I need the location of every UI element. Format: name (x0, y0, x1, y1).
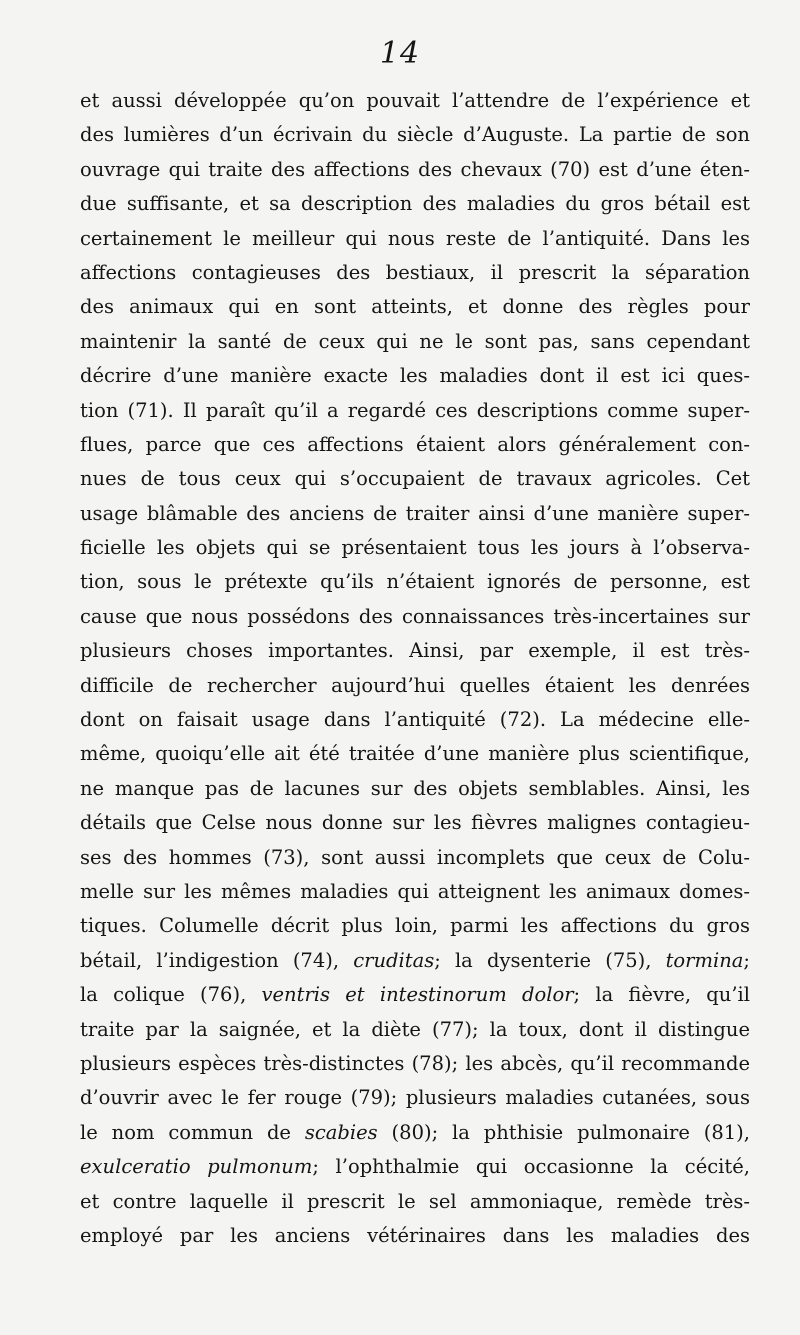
text-line (80, 944, 750, 978)
text-segment: bétail, l’indigestion (74), (80, 948, 354, 972)
text-segment: dont on faisait usage dans l’antiquité (72). La médecine elle- (80, 708, 750, 732)
text-line (80, 84, 750, 118)
italic-text-segment: cruditas (353, 948, 435, 972)
text-segment: usage blâmable des anciens de traiter ainsi d’une manière super- (80, 501, 750, 525)
text-line (80, 600, 750, 634)
text-segment: des lumières d’un écrivain du siècle d’Auguste. La partie de son (80, 123, 750, 147)
text-segment: flues, parce que ces affections étaient alors généralement con- (80, 432, 750, 456)
text-segment: traite par la saignée, et la diète (77); la toux, dont il distingue (80, 1017, 750, 1041)
italic-text-segment: exulceratio pulmonum (80, 1155, 313, 1179)
text-line (80, 531, 750, 565)
text-segment: ; l’ophthalmie qui occasionne la cécité, (312, 1155, 750, 1179)
text-segment: due suffisante, et sa description des maladies du gros bétail est (80, 192, 750, 216)
text-line (80, 1013, 750, 1047)
text-line (80, 634, 750, 668)
text-segment: la colique (76), (80, 983, 262, 1007)
text-line (80, 428, 750, 462)
text-segment: tion, sous le prétexte qu’ils n’étaient ignorés de personne, est (80, 570, 750, 594)
text-segment: maintenir la santé de ceux qui ne le sont pas, sans cependant (80, 329, 750, 353)
text-segment: difficile de rechercher aujourd’hui quelles étaient les denrées (80, 673, 750, 697)
text-line (80, 1081, 750, 1115)
text-segment: plusieurs espèces très-distinctes (78); les abcès, qu’il recommande (80, 1051, 750, 1075)
text-segment: d’ouvrir avec le fer rouge (79); plusieurs maladies cutanées, sous (80, 1086, 750, 1110)
text-line (80, 978, 750, 1012)
text-segment: affections contagieuses des bestiaux, il prescrit la séparation (80, 260, 750, 284)
text-segment: ; la dysenterie (75), (434, 948, 666, 972)
text-segment: ; (743, 948, 750, 972)
text-segment: ses des hommes (73), sont aussi incomplets que ceux de Colu- (80, 845, 750, 869)
text-line (80, 1150, 750, 1184)
text-line (80, 806, 750, 840)
text-line (80, 153, 750, 187)
text-segment: employé par les anciens vétérinaires dans les maladies des (80, 1223, 750, 1247)
text-line (80, 565, 750, 599)
text-line (80, 256, 750, 290)
text-line (80, 394, 750, 428)
text-segment: (80); la phthisie pulmonaire (81), (377, 1120, 750, 1144)
text-line (80, 187, 750, 221)
text-line (80, 222, 750, 256)
italic-text-segment: tormina (665, 948, 744, 972)
text-line (80, 703, 750, 737)
text-line (80, 1116, 750, 1150)
text-line (80, 118, 750, 152)
text-segment: ouvrage qui traite des affections des chevaux (70) est d’une éten- (80, 157, 750, 181)
text-segment: certainement le meilleur qui nous reste de l’antiquité. Dans les (80, 226, 750, 250)
text-line (80, 325, 750, 359)
text-line (80, 1219, 750, 1253)
italic-text-segment: scabies (304, 1120, 378, 1144)
text-line (80, 359, 750, 393)
text-line (80, 875, 750, 909)
text-segment: nues de tous ceux qui s’occupaient de travaux agricoles. Cet (80, 467, 750, 491)
text-segment: des animaux qui en sont atteints, et donne des règles pour (80, 295, 750, 319)
text-segment: melle sur les mêmes maladies qui atteignent les animaux domes- (80, 879, 750, 903)
text-line (80, 497, 750, 531)
text-line (80, 290, 750, 324)
body-text (80, 84, 750, 1253)
italic-text-segment: ventris et intestinorum dolor (261, 983, 574, 1007)
text-segment: cause que nous possédons des connaissances très-incertaines sur (80, 604, 750, 628)
text-segment: ; la fièvre, qu’il (573, 983, 750, 1007)
text-segment: tion (71). Il paraît qu’il a regardé ces descriptions comme super- (80, 398, 750, 422)
text-line (80, 462, 750, 496)
page-number: 14 (379, 36, 421, 71)
text-segment: tiques. Columelle décrit plus loin, parmi les affections du gros (80, 914, 750, 938)
text-line (80, 1047, 750, 1081)
text-segment: et contre laquelle il prescrit le sel ammoniaque, remède très- (80, 1189, 750, 1213)
text-segment: le nom commun de (80, 1120, 305, 1144)
text-line (80, 737, 750, 771)
text-segment: et aussi développée qu’on pouvait l’attendre de l’expérience et (80, 89, 750, 112)
text-segment: décrire d’une manière exacte les maladies dont il est ici ques- (80, 364, 750, 388)
text-segment: plusieurs choses importantes. Ainsi, par exemple, il est très- (80, 639, 750, 663)
text-line (80, 841, 750, 875)
text-line (80, 669, 750, 703)
text-segment: détails que Celse nous donne sur les fièvres malignes contagieu- (80, 811, 750, 835)
text-segment: ficielle les objets qui se présentaient tous les jours à l’observa- (80, 536, 750, 560)
text-line (80, 909, 750, 943)
text-line (80, 772, 750, 806)
text-line (80, 1185, 750, 1219)
text-segment: même, quoiqu’elle ait été traitée d’une manière plus scientifique, (80, 742, 750, 766)
text-segment: ne manque pas de lacunes sur des objets semblables. Ainsi, les (80, 776, 750, 800)
